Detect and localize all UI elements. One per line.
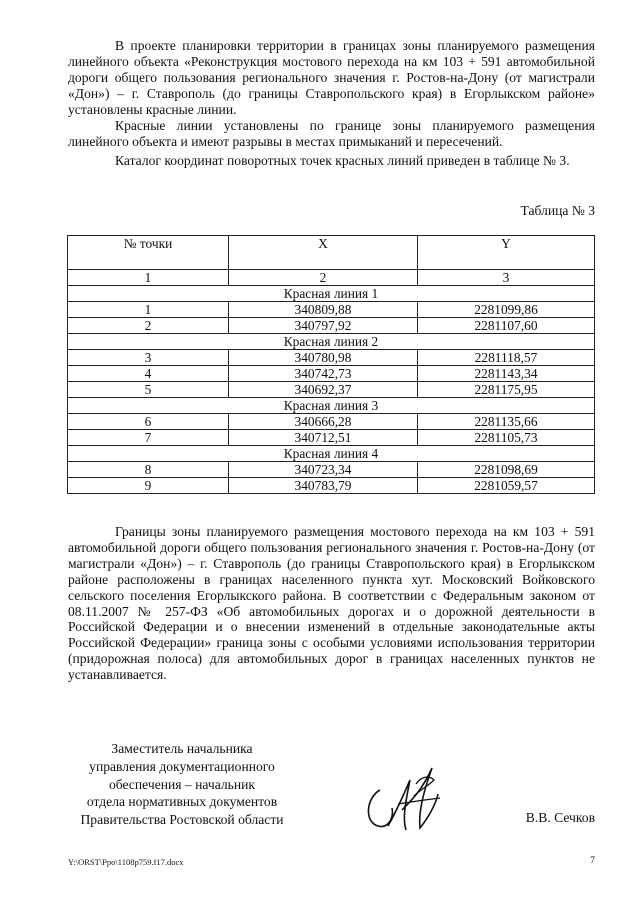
table-column-numbers-row bbox=[68, 270, 595, 286]
table-row bbox=[68, 382, 595, 398]
x-coordinate-cell: 340809,88 bbox=[229, 302, 418, 318]
point-number-cell: 4 bbox=[68, 366, 229, 382]
signatory-title-line: Заместитель начальника bbox=[111, 741, 253, 756]
y-coordinate-cell: 2281143,34 bbox=[418, 366, 595, 382]
table-row bbox=[68, 366, 595, 382]
y-coordinate-cell: 2281118,57 bbox=[418, 350, 595, 366]
x-coordinate-cell: 340712,51 bbox=[229, 430, 418, 446]
red-line-group-title: Красная линия 1 bbox=[68, 286, 595, 302]
table-row bbox=[68, 414, 595, 430]
x-coordinate-cell: 340783,79 bbox=[229, 478, 418, 494]
table-group-row bbox=[68, 286, 595, 302]
table-row bbox=[68, 302, 595, 318]
table-row bbox=[68, 430, 595, 446]
paragraph-red-lines-boundary: Красные линии установлены по границе зоны планируемого размещения линейного объекта и имеют разрывы в местах примыканий и пересечений. bbox=[68, 118, 595, 149]
paragraph-catalog-reference: Каталог координат поворотных точек красных линий приведен в таблице № 3. bbox=[115, 153, 570, 168]
signatory-title-line: отдела нормативных документов bbox=[86, 794, 278, 810]
signatory-title-line: управления документационного bbox=[89, 758, 275, 774]
header-point-number: № точки bbox=[68, 236, 229, 270]
point-number-cell: 2 bbox=[68, 318, 229, 334]
y-coordinate-cell: 2281059,57 bbox=[418, 478, 595, 494]
table-row bbox=[68, 350, 595, 366]
column-number-1: 1 bbox=[68, 270, 229, 286]
x-coordinate-cell: 340742,73 bbox=[229, 366, 418, 382]
table-group-row bbox=[68, 446, 595, 462]
coordinates-table-body bbox=[68, 236, 595, 494]
table-row bbox=[68, 462, 595, 478]
signatory-title-line: Правительства Ростовской области bbox=[80, 812, 284, 828]
point-number-cell: 1 bbox=[68, 302, 229, 318]
header-y: Y bbox=[418, 236, 595, 270]
handwritten-signature bbox=[358, 760, 448, 840]
y-coordinate-cell: 2281135,66 bbox=[418, 414, 595, 430]
point-number-cell: 7 bbox=[68, 430, 229, 446]
table-header-row bbox=[68, 236, 595, 270]
x-coordinate-cell: 340692,37 bbox=[229, 382, 418, 398]
point-number-cell: 5 bbox=[68, 382, 229, 398]
signatory-title-line: обеспечения – начальник bbox=[108, 776, 256, 792]
signatory-title-block bbox=[62, 740, 302, 829]
coordinates-table bbox=[67, 235, 595, 494]
page-number: 7 bbox=[590, 856, 595, 866]
x-coordinate-cell: 340797,92 bbox=[229, 318, 418, 334]
red-line-group-title: Красная линия 2 bbox=[68, 334, 595, 350]
table-row bbox=[68, 478, 595, 494]
table-group-row bbox=[68, 398, 595, 414]
y-coordinate-cell: 2281105,73 bbox=[418, 430, 595, 446]
header-x: X bbox=[229, 236, 418, 270]
table-caption: Таблица № 3 bbox=[520, 203, 595, 218]
x-coordinate-cell: 340780,98 bbox=[229, 350, 418, 366]
y-coordinate-cell: 2281099,86 bbox=[418, 302, 595, 318]
signatory-name: В.В. Сечков bbox=[525, 810, 595, 825]
column-number-3: 3 bbox=[418, 270, 595, 286]
footer-file-path: Y:\ORST\Ppo\1108p759.f17.docx bbox=[68, 857, 184, 867]
paragraph-zone-boundaries: Границы зоны планируемого размещения мостового перехода на км 103 + 591 автомобильной дороги общего пользования регионального значения г. Ростов-на-Дону (от магистрали «Дон») – г. Ставрополь (до границы Ставропольского края) в Егорлыкском районе расположены в границах населенного пункта хут. Московский Войковского сельского поселения Егорлыкского района. В соответствии с Федеральным законом от 08.11.2007 № 257-ФЗ «Об автомобильных дорогах и о дорожной деятельности в Российской Федерации и о внесении изменений в отдельные законодательные акты Российской Федерации» граница зоны с особыми условиями использования территории (придорожная полоса) для автомобильных дорог в границах населенных пунктов не устанавливается. bbox=[68, 524, 595, 683]
point-number-cell: 3 bbox=[68, 350, 229, 366]
y-coordinate-cell: 2281107,60 bbox=[418, 318, 595, 334]
red-line-group-title: Красная линия 3 bbox=[68, 398, 595, 414]
x-coordinate-cell: 340723,34 bbox=[229, 462, 418, 478]
point-number-cell: 9 bbox=[68, 478, 229, 494]
x-coordinate-cell: 340666,28 bbox=[229, 414, 418, 430]
table-row bbox=[68, 318, 595, 334]
y-coordinate-cell: 2281098,69 bbox=[418, 462, 595, 478]
point-number-cell: 8 bbox=[68, 462, 229, 478]
red-line-group-title: Красная линия 4 bbox=[68, 446, 595, 462]
table-group-row bbox=[68, 334, 595, 350]
point-number-cell: 6 bbox=[68, 414, 229, 430]
paragraph-red-lines-intro: В проекте планировки территории в границах зоны планируемого размещения линейного объекта «Реконструкция мостового перехода на км 103 + 591 автомобильной дороги общего пользования регионального значения г. Ростов-на-Дону (от магистрали «Дон») – г. Ставрополь (до границы Ставропольского края) в Егорлыкском районе» установлены красные линии. bbox=[68, 38, 595, 117]
y-coordinate-cell: 2281175,95 bbox=[418, 382, 595, 398]
column-number-2: 2 bbox=[229, 270, 418, 286]
